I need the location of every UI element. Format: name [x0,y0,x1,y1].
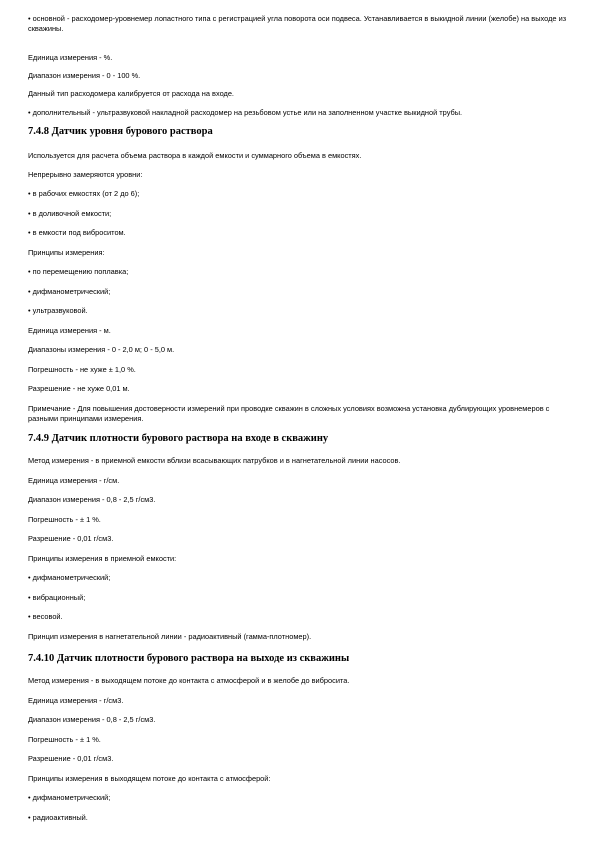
paragraph: Принцип измерения в нагнетательной линии - радиоактивный (гамма-плотномер). [28,632,312,641]
paragraph: Принципы измерения: [28,248,105,257]
paragraph: • дополнительный - ультразвуковой накладной расходомер на резьбовом устье или на заполненном участке выкидной трубы. [28,108,463,117]
paragraph: • основной - расходомер-уровнемер лопастного типа с регистрацией угла поворота оси подвеса. Устанавливается в выкидной линии (желобе) на выходе из скважины. [28,14,567,33]
section-heading: 7.4.9 Датчик плотности бурового раствора на входе в скважину [28,433,329,444]
list-item: • по перемещению поплавка; [28,267,129,276]
paragraph: Погрешность - ± 1 %. [28,735,101,744]
list-item: • в емкости под виброситом. [28,228,126,237]
paragraph: Метод измерения - в выходящем потоке до контакта с атмосферой и в желобе до вибросита. [28,676,350,685]
paragraph: Единица измерения - м. [28,326,111,335]
paragraph: Используется для расчета объема раствора в каждой емкости и суммарного объема в емкостях. [28,151,362,160]
list-item: • дифманометрический; [28,287,111,296]
paragraph: Единица измерения - г/см3. [28,696,124,705]
list-item: • вибрационный; [28,593,86,602]
paragraph: Метод измерения - в приемной емкости вблизи всасывающих патрубков и в нагнетательной линии насосов. [28,456,401,465]
list-item: • в доливочной емкости; [28,209,112,218]
paragraph: Диапазоны измерения - 0 - 2,0 м; 0 - 5,0 м. [28,345,175,354]
paragraph: Погрешность - не хуже ± 1,0 %. [28,365,136,374]
paragraph: Погрешность - ± 1 %. [28,515,101,524]
note-paragraph: Примечание - Для повышения достоверности измерений при проводке скважин в сложных условиях возможна установка дублирующих уровнемеров с разными принципами измерения. [28,404,550,423]
paragraph: Единица измерения - г/см. [28,476,120,485]
paragraph: Единица измерения - %. [28,53,113,62]
list-item: • в рабочих емкостях (от 2 до 6); [28,189,140,198]
list-item: • дифманометрический; [28,793,111,802]
paragraph: Данный тип расходомера калибруется от расхода на входе. [28,89,234,98]
paragraph: Разрешение - не хуже 0,01 м. [28,384,130,393]
paragraph: Диапазон измерения - 0,8 - 2,5 г/см3. [28,715,156,724]
paragraph: Принципы измерения в выходящем потоке до контакта с атмосферой: [28,774,271,783]
list-item: • ультразвуковой. [28,306,88,315]
list-item: • весовой. [28,612,63,621]
paragraph: Разрешение - 0,01 г/см3. [28,534,114,543]
paragraph: Диапазон измерения - 0,8 - 2,5 г/см3. [28,495,156,504]
paragraph: Разрешение - 0,01 г/см3. [28,754,114,763]
paragraph: Диапазон измерения - 0 - 100 %. [28,71,141,80]
paragraph: Принципы измерения в приемной емкости: [28,554,177,563]
section-heading: 7.4.10 Датчик плотности бурового раствора на выходе из скважины [28,653,350,664]
paragraph: Непрерывно замеряются уровни: [28,170,143,179]
list-item: • дифманометрический; [28,573,111,582]
list-item: • радиоактивный. [28,813,88,822]
section-heading: 7.4.8 Датчик уровня бурового раствора [28,126,213,137]
